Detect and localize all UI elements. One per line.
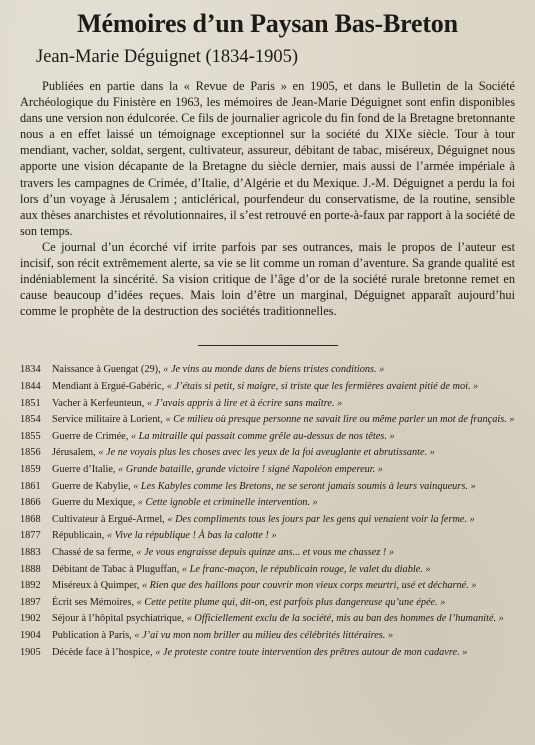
timeline-entry xyxy=(20,597,515,610)
timeline-quote: « Le franc-maçon, le républicain rouge, le valet du diable. » xyxy=(181,563,431,575)
timeline-entry xyxy=(20,564,515,577)
timeline-description xyxy=(48,414,515,427)
timeline-quote: « Vive la république ! À bas la calotte ! » xyxy=(106,530,277,542)
timeline-year: 1844 xyxy=(20,381,41,392)
timeline-description xyxy=(48,481,515,494)
timeline-event: Naissance à Guengat (29), xyxy=(52,364,161,376)
timeline-quote: « Cette ignoble et criminelle intervention. » xyxy=(137,497,318,509)
timeline-quote: « Officiellement exclu de la société, mis au ban des hommes de l’humanité. » xyxy=(186,613,504,625)
intro-paragraph-1: Publiées en partie dans la « Revue de Paris » en 1905, et dans le Bulletin de la Société Archéologique du Finistère en 1963, les mémoires de Jean-Marie Déguignet sont enfin disponibles dans une version non édulcorée. Ce fils de journalier agricole du fin fond de la Bretagne bretonnante nous a en effet laissé un témoignage exceptionnel sur la société du XIXe siècle. Tour à tour mendiant, vacher, soldat, sergent, cultivateur, assureur, débitant de tabac, miséreux, Déguignet nous apporte une vision décapante de la Bretagne du siècle dernier, mais aussi de l’armée impériale à travers les campagnes de Crimée, d’Italie, d’Algérie et du Mexique. J.-M. Déguignet a perdu la foi lors d’un voyage à Jérusalem ; anticlérical, pourfendeur du conservatisme, de la routine, sensible aux thèses anarchistes et révolutionnaires, il s’est retrouvé en porte-à-faux par rapport à la société de son temps. xyxy=(20,79,515,238)
timeline-quote: « Je vous engraisse depuis quinze ans... et vous me chassez ! » xyxy=(136,546,395,558)
timeline-event: Mendiant à Ergué-Gabéric, xyxy=(52,381,165,392)
timeline-event: Écrit ses Mémoires, xyxy=(52,596,135,608)
timeline-description xyxy=(48,580,515,593)
timeline-event: Vacher à Kerfeunteun, xyxy=(52,397,145,409)
timeline-description xyxy=(48,447,515,460)
timeline-quote: « Je proteste contre toute intervention des prêtres autour de mon cadavre. » xyxy=(155,646,468,658)
timeline-quote: « Grande bataille, grande victoire ! signé Napoléon empereur. » xyxy=(118,463,383,475)
timeline-entry xyxy=(20,530,515,543)
timeline-event: Débitant de Tabac à Pluguffan, xyxy=(52,563,180,575)
timeline-year: 1902 xyxy=(20,613,41,625)
timeline-year: 1834 xyxy=(20,364,41,376)
timeline-year: 1868 xyxy=(20,513,41,525)
timeline-event: Jérusalem, xyxy=(52,447,96,459)
timeline-entry xyxy=(20,630,515,643)
timeline-event: Cultivateur à Ergué-Armel, xyxy=(52,513,165,525)
timeline-entry xyxy=(20,364,515,377)
timeline-year: 1866 xyxy=(20,497,41,509)
timeline-description xyxy=(48,497,515,510)
timeline-description xyxy=(48,547,515,560)
timeline-event: Chassé de sa ferme, xyxy=(52,546,134,558)
timeline-event: Guerre de Crimée, xyxy=(52,430,129,442)
timeline-description xyxy=(48,464,515,477)
timeline-entry xyxy=(20,481,515,494)
timeline-event: Séjour à l’hôpital psychiatrique, xyxy=(52,613,185,625)
timeline-entry xyxy=(20,647,515,660)
intro-text xyxy=(20,78,515,319)
timeline-description xyxy=(48,630,515,643)
timeline-event: Miséreux à Quimper, xyxy=(52,580,140,592)
timeline-quote: « Je ne voyais plus les choses avec les yeux de la foi aveuglante et abrutissante. » xyxy=(98,447,435,459)
timeline-quote: « Ce milieu où presque personne ne savait lire ou même parler un mot de français. » xyxy=(165,414,515,426)
timeline-description xyxy=(48,381,515,394)
timeline-year: 1855 xyxy=(20,430,41,442)
timeline-quote: « Cette petite plume qui, dit-on, est parfois plus dangereuse qu’une épée. » xyxy=(136,596,446,608)
timeline-quote: « Des compliments tous les jours par les gens qui venaient voir la ferme. » xyxy=(167,513,475,525)
timeline-year: 1897 xyxy=(20,596,41,608)
timeline-year: 1892 xyxy=(20,580,41,592)
timeline-event: Guerre d’Italie, xyxy=(52,463,116,475)
page-title: Mémoires d’un Paysan Bas-Breton xyxy=(77,9,458,38)
timeline-quote: « La mitraille qui passait comme grêle au-dessus de nos têtes. » xyxy=(130,430,395,442)
timeline-description xyxy=(48,597,515,610)
timeline-entry xyxy=(20,431,515,444)
timeline-entry xyxy=(20,464,515,477)
timeline-year: 1904 xyxy=(20,629,41,641)
timeline-quote: « J’avais appris à lire et à écrire sans maître. » xyxy=(146,397,343,409)
timeline-description xyxy=(48,431,515,444)
timeline-event: Publication à Paris, xyxy=(52,629,132,641)
timeline xyxy=(20,364,515,659)
timeline-year: 1883 xyxy=(20,546,41,558)
timeline-year: 1851 xyxy=(20,397,41,409)
section-divider xyxy=(198,345,338,346)
timeline-entry xyxy=(20,398,515,411)
timeline-entry xyxy=(20,447,515,460)
timeline-entry xyxy=(20,547,515,560)
timeline-entry xyxy=(20,514,515,527)
timeline-event: Service militaire à Lorient, xyxy=(52,414,163,426)
timeline-quote: « Je vins au monde dans de biens tristes conditions. » xyxy=(163,364,385,376)
timeline-quote: « Les Kabyles comme les Bretons, ne se seront jamais soumis à leurs vainqueurs. » xyxy=(133,480,476,492)
timeline-quote: « J’ai vu mon nom briller au milieu des célébrités littéraires. » xyxy=(134,629,394,641)
timeline-description xyxy=(48,613,515,626)
timeline-description xyxy=(48,364,515,377)
timeline-year: 1859 xyxy=(20,463,41,475)
timeline-year: 1854 xyxy=(20,414,41,426)
page-subtitle: Jean-Marie Déguignet (1834-1905) xyxy=(36,47,298,67)
timeline-description xyxy=(48,564,515,577)
timeline-year: 1888 xyxy=(20,563,41,575)
timeline-entry xyxy=(20,613,515,626)
timeline-entry xyxy=(20,381,515,394)
timeline-year: 1861 xyxy=(20,480,41,492)
timeline-description xyxy=(48,647,515,660)
timeline-year: 1877 xyxy=(20,530,41,542)
timeline-description xyxy=(48,398,515,411)
timeline-quote: « Rien que des haillons pour couvrir mon vieux corps meurtri, usé et décharné. » xyxy=(141,580,477,592)
timeline-entry xyxy=(20,580,515,593)
timeline-event: Décède face à l’hospice, xyxy=(52,646,153,658)
timeline-event: Guerre de Kabylie, xyxy=(52,480,131,492)
timeline-entry xyxy=(20,497,515,510)
intro-paragraph-2: Ce journal d’un écorché vif irrite parfois par ses outrances, mais le propos de l’auteur est incisif, son récit extrêmement alerte, sa vie se lit comme un roman d’aventure. Sa grande qualité est indéniablement la sincérité. Sa vision critique de l’âge d’or de la société rurale bretonne remet en cause beaucoup d’idées reçues. Mais loin d’être un marginal, Déguignet apparaît aujourd’hui comme le prophète de la destruction des sociétés traditionnelles. xyxy=(20,239,515,319)
timeline-event: Républicain, xyxy=(52,530,105,542)
timeline-description xyxy=(48,514,515,527)
timeline-entry xyxy=(20,414,515,427)
timeline-year: 1905 xyxy=(20,646,41,658)
timeline-description xyxy=(48,530,515,543)
timeline-year: 1856 xyxy=(20,447,41,459)
timeline-event: Guerre du Mexique, xyxy=(52,497,136,509)
timeline-quote: « J’étais si petit, si maigre, si triste que les fermières avaient pitié de moi. » xyxy=(166,381,479,392)
